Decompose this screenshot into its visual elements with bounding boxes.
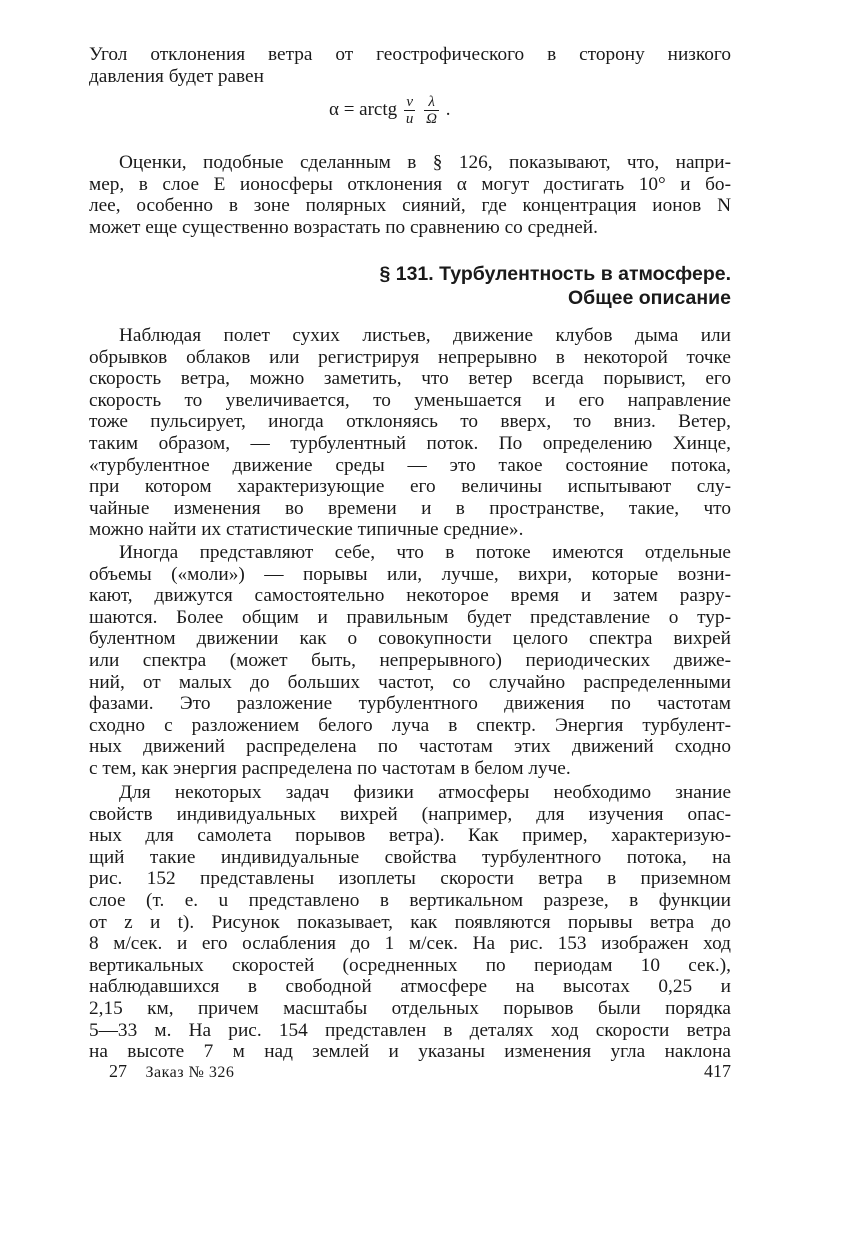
text-line: «турбулентное движение среды — это такое состояние потока, [89, 454, 731, 476]
signature-number: 27 [109, 1061, 127, 1081]
section-heading-line1: § 131. Турбулентность в атмосфере. [379, 263, 731, 285]
text-line: Наблюдая полет сухих листьев, движение клубов дыма или [119, 325, 731, 346]
text-line: булентном движении как о совокупности целого спектра вихрей [89, 628, 731, 650]
text-line: скорость то увеличивается, то уменьшается и его направление [89, 389, 731, 411]
text-line: 5—33 м. На рис. 154 представлен в деталях ход скорости ветра [89, 1019, 731, 1041]
text-line: Иногда представляют себе, что в потоке имеются отдельные [119, 542, 731, 563]
paragraph-turbulence-definition [89, 325, 731, 541]
text-line: фазами. Это разложение турбулентного движения по частотам [89, 693, 731, 715]
deflection-angle-formula [329, 94, 451, 127]
text-line: лее, особенно в зоне полярных сияний, где концентрация ионов N [89, 195, 731, 217]
page-number: 417 [704, 1061, 731, 1081]
text-line: можно найти их статистические типичные средние». [89, 519, 524, 541]
text-line: ний, от малых до больших частот, со случайно распределенными [89, 671, 731, 693]
order-number: Заказ № 326 [145, 1064, 235, 1081]
text-line: свойств индивидуальных вихрей (например, для изучения опас- [89, 803, 731, 825]
text-line: таким образом, — турбулентный поток. По определению Хинце, [89, 432, 731, 454]
fraction-lambda-over-omega [424, 94, 439, 127]
text-line: наблюдавшихся в свободной атмосфере на высотах 0,25 и [89, 976, 731, 998]
text-line: 8 м/сек. и его ослабления до 1 м/сек. На рис. 153 изображен ход [89, 933, 731, 955]
text-line: Угол отклонения ветра от геострофического в сторону низкого [89, 44, 731, 65]
text-line: или спектра (может быть, непрерывного) периодических движе- [89, 649, 731, 671]
text-line: 2,15 км, причем масштабы отдельных порывов были порядка [89, 997, 731, 1019]
text-line: давления будет равен [89, 65, 264, 87]
text-line: на высоте 7 м над землей и указаны изменения угла наклона [89, 1041, 731, 1063]
text-line: мер, в слое E ионосферы отклонения α могут достигать 10° и бо- [89, 173, 731, 195]
text-line: тоже пульсирует, иногда отклоняясь то вверх, то вниз. Ветер, [89, 411, 731, 433]
formula-lhs: α = arctg [329, 98, 398, 120]
text-line: объемы («моли») — порывы или, лучше, вихри, которые возни- [89, 563, 731, 585]
text-line: шаются. Более общим и правильным будет представление о тур- [89, 606, 731, 628]
fraction-v-over-u [404, 94, 416, 127]
text-line: чайные изменения во времени и в пространстве, такие, что [89, 497, 731, 519]
text-line: щий такие индивидуальные свойства турбулентного потока, на [89, 846, 731, 868]
printer-signature [109, 1061, 234, 1082]
text-line: от z и t). Рисунок показывает, как появляются порывы ветра до [89, 911, 731, 933]
text-line: обрывков облаков или регистрируя непрерывно в некоторой точке [89, 346, 731, 368]
text-line: рис. 152 представлены изоплеты скорости ветра в приземном [89, 868, 731, 890]
text-line: ных для самолета порывов ветра). Как пример, характеризую- [89, 825, 731, 847]
text-line: слое (т. е. u представлено в вертикальном разрезе, в функции [89, 889, 731, 911]
text-line: вертикальных скоростей (осредненных по периодам 10 сек.), [89, 954, 731, 976]
formula-end: . [445, 98, 451, 120]
fraction-denominator: Ω [426, 111, 438, 127]
text-line: при котором характеризующие его величины испытывают слу- [89, 476, 731, 498]
section-heading [379, 262, 731, 310]
text-line: с тем, как энергия распределена по частотам в белом луче. [89, 757, 571, 779]
paragraph-ionosphere-estimates [89, 152, 731, 238]
intro-paragraph [89, 44, 731, 87]
text-line: может еще существенно возрастать по сравнению со средней. [89, 216, 598, 238]
text-line: кают, движутся самостоятельно некоторое время и затем разру- [89, 585, 731, 607]
fraction-numerator: v [404, 94, 416, 111]
text-line: сходно с разложением белого луча в спектр. Энергия турбулент- [89, 714, 731, 736]
text-line: ных движений распределена по частотам этих движений сходно [89, 736, 731, 758]
paragraph-eddy-spectrum [89, 542, 731, 780]
section-heading-line2: Общее описание [568, 287, 731, 309]
fraction-numerator: λ [424, 94, 439, 111]
fraction-denominator: u [405, 111, 414, 127]
text-line: Для некоторых задач физики атмосферы необходимо знание [119, 782, 731, 803]
text-line: скорость ветра, можно заметить, что ветер всегда порывист, его [89, 368, 731, 390]
paragraph-individual-eddies [89, 782, 731, 1063]
text-line: Оценки, подобные сделанным в § 126, показывают, что, напри- [119, 152, 731, 173]
